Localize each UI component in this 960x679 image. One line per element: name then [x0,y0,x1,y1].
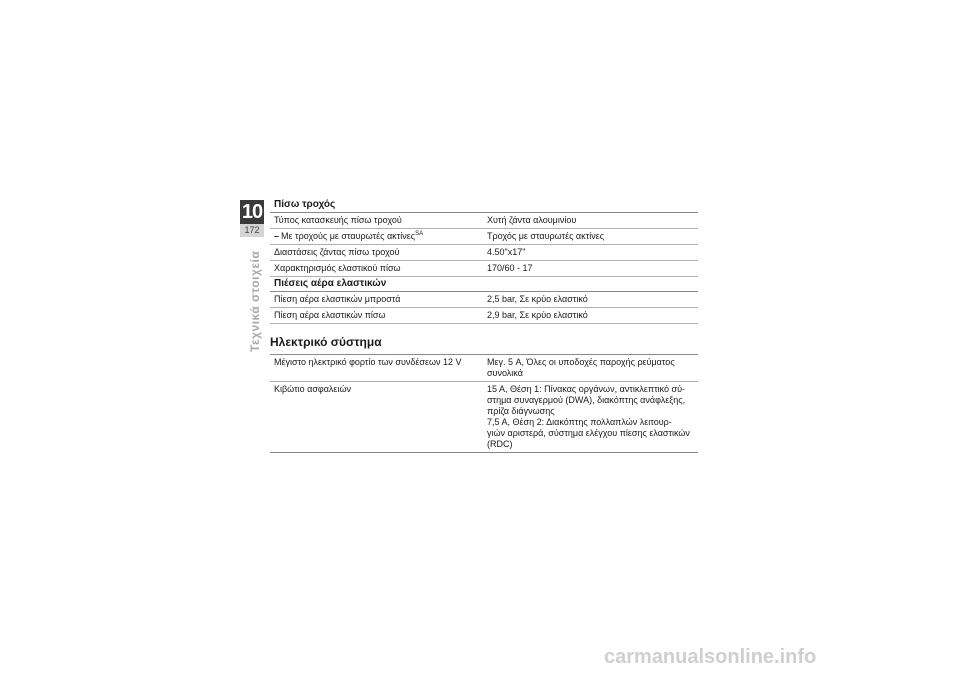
table-row [270,292,698,308]
chapter-tab [240,200,264,237]
value-line: στημα συναγερμού (DWA), διακόπτης ανάφλεξης, [487,395,686,405]
row-value [484,357,698,379]
row-label: Πίεση αέρα ελαστικών πίσω [274,310,386,320]
row-value [484,384,698,450]
electrical-heading: Ηλεκτρικό σύστημα [270,335,382,349]
value-line: Μεγ. 5 A, Όλες οι υποδοχές παροχής ρεύματος [487,357,675,367]
table-row [270,245,698,261]
value-line: (RDC) [487,439,513,449]
value-line: γιών αριστερά, σύστημα ελέγχου πίεσης ελαστικών [487,428,690,438]
row-label: Διαστάσεις ζάντας πίσω τροχού [274,247,400,257]
row-label: Χαρακτηρισμός ελαστικού πίσω [274,263,401,273]
tyre-pressure-heading: Πιέσεις αέρα ελαστικών [270,277,698,292]
row-value: 4.50"x17" [487,247,526,257]
spec-content [270,198,698,453]
table-row [270,229,698,245]
value-line: 7,5 A, Θέση 2: Διακόπτης πολλαπλών λειτουρ- [487,417,672,427]
watermark: carmanualsonline.info [604,646,817,668]
row-label-with-dash [270,231,484,242]
value-line: 15 A, Θέση 1: Πίνακας οργάνων, αντικλεπτικό σύ- [487,384,685,394]
page-number: 172 [240,224,264,237]
row-value: 2,5 bar, Σε κρύο ελαστικό [487,294,588,304]
table-row [270,308,698,324]
value-line: συνολικά [487,368,523,378]
dash-icon: – [274,231,280,241]
chapter-title: Τεχνικά στοιχεία [248,250,262,352]
table-row [270,382,698,453]
table-row [270,355,698,382]
electrical-table [270,354,698,453]
row-value: 170/60 - 17 [487,263,533,273]
row-value: 2,9 bar, Σε κρύο ελαστικό [487,310,588,320]
table-row [270,213,698,229]
row-label: Τύπος κατασκευής πίσω τροχού [274,215,402,225]
row-label: Με τροχούς με σταυρωτές ακτίνες [281,231,416,241]
row-label: Κιβώτιο ασφαλειών [274,384,351,394]
value-line: πρίζα διάγνωσης [487,406,555,416]
table-row [270,261,698,277]
row-label: Πίεση αέρα ελαστικών μπροστά [274,294,401,304]
option-superscript: SA [415,231,424,237]
chapter-number: 10 [241,201,263,223]
row-value: Χυτή ζάντα αλουμινίου [487,215,577,225]
rear-wheel-heading: Πίσω τροχός [270,198,698,213]
row-label: Μέγιστο ηλεκτρικό φορτίο των συνδέσεων 12 V [274,357,462,367]
row-value: Τροχός με σταυρωτές ακτίνες [487,231,605,241]
